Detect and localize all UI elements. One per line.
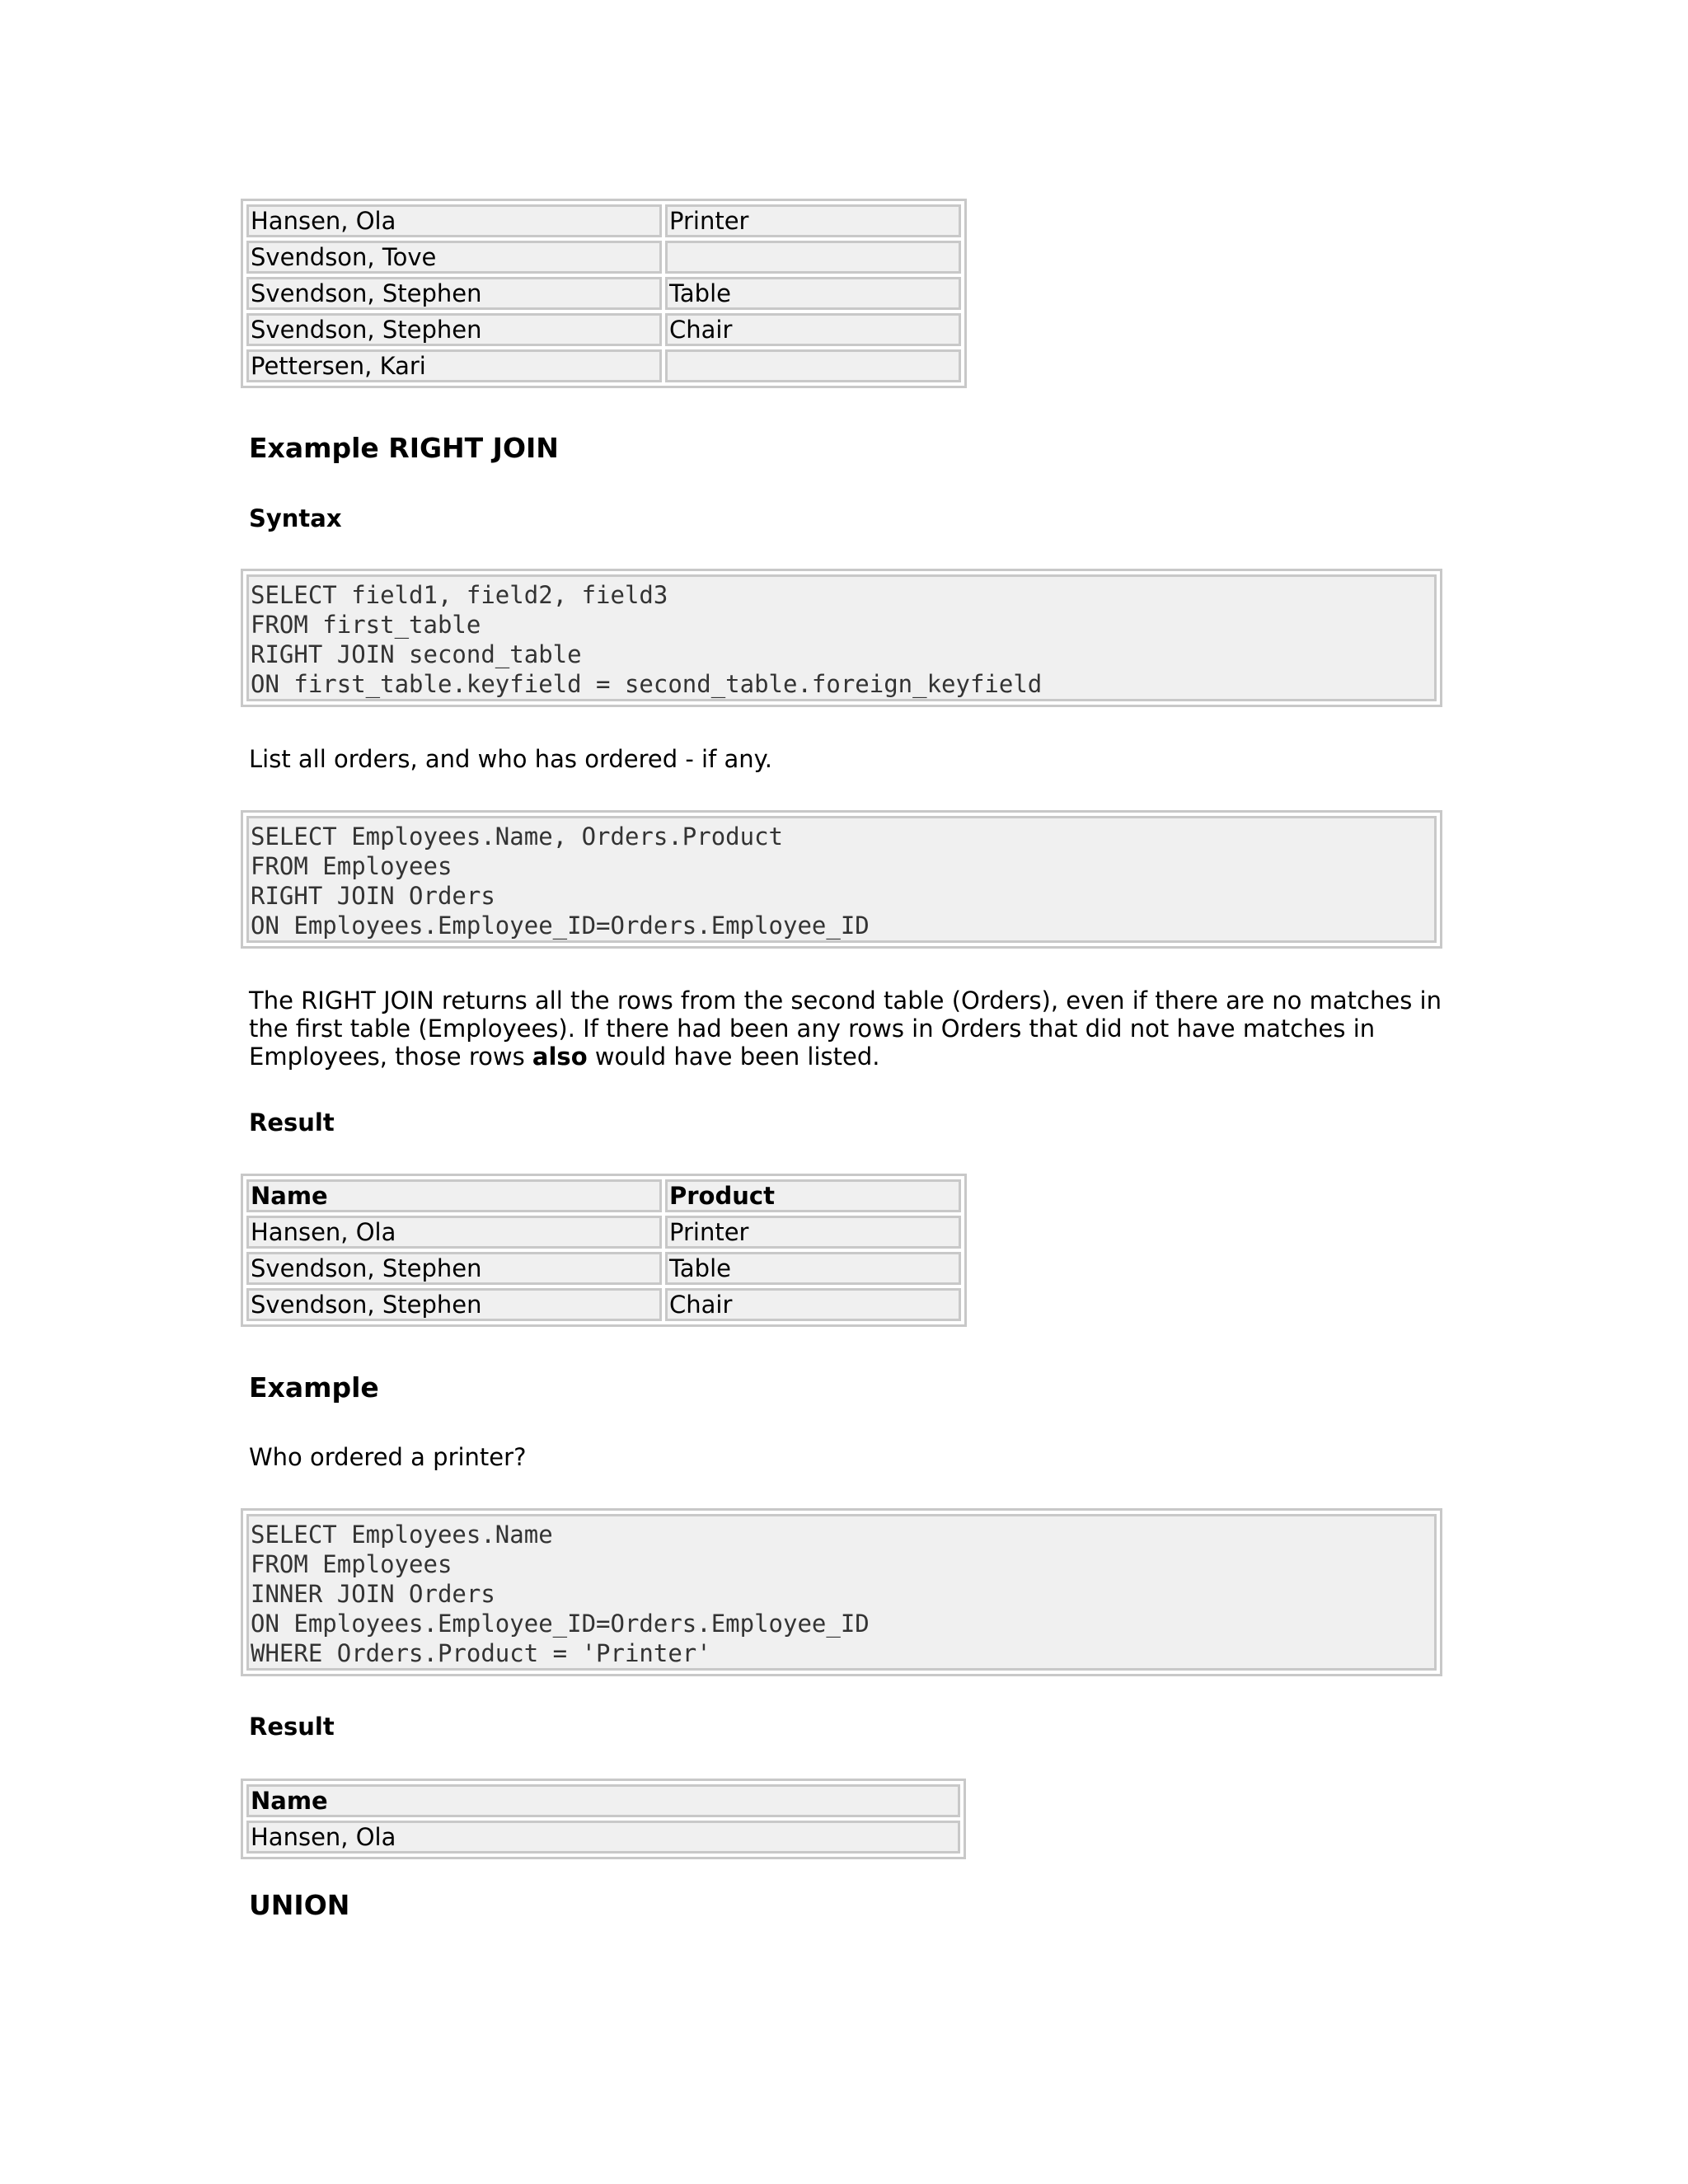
table-cell: Printer (665, 1216, 961, 1249)
example-result-label: Result (249, 1713, 335, 1741)
syntax-code: SELECT field1, field2, field3 FROM first_table RIGHT JOIN second_table ON first_table.keyfield = second_table.foreign_keyfield (246, 574, 1437, 701)
table-row (246, 277, 961, 310)
table-row (246, 349, 961, 382)
syntax-code-block (241, 569, 1442, 707)
intro-text: List all orders, and who has ordered - if any. (249, 745, 772, 773)
table-header-row (246, 1784, 960, 1817)
table-cell (665, 349, 961, 382)
explanation-text: would have been listed. (587, 1043, 880, 1071)
table-cell: Hansen, Ola (246, 1821, 960, 1854)
column-header-product: Product (665, 1179, 961, 1212)
table-header-row (246, 1179, 961, 1212)
example-result-table (241, 1779, 966, 1859)
column-header-name: Name (246, 1179, 662, 1212)
table-cell: Svendson, Stephen (246, 1252, 662, 1285)
table-cell: Svendson, Tove (246, 241, 662, 274)
right-join-query-code: SELECT Employees.Name, Orders.Product FROM Employees RIGHT JOIN Orders ON Employees.Employee_ID=Orders.Employee_ID (246, 816, 1437, 943)
table-cell (665, 241, 961, 274)
example-query-code: SELECT Employees.Name FROM Employees INNER JOIN Orders ON Employees.Employee_ID=Orders.Employee_ID WHERE Orders.Product = 'Printer' (246, 1514, 1437, 1671)
table-row (246, 313, 961, 346)
table-cell: Chair (665, 313, 961, 346)
table-cell: Pettersen, Kari (246, 349, 662, 382)
table-cell: Chair (665, 1288, 961, 1321)
table-cell: Hansen, Ola (246, 1216, 662, 1249)
table-row (246, 1216, 961, 1249)
right-join-query-block (241, 810, 1442, 949)
table-cell: Hansen, Ola (246, 204, 662, 237)
table-row (246, 1821, 960, 1854)
column-header-name: Name (246, 1784, 960, 1817)
example-query-block (241, 1508, 1442, 1676)
table-row (246, 1252, 961, 1285)
table-cell: Svendson, Stephen (246, 1288, 662, 1321)
explanation-text: The RIGHT JOIN returns all the rows from the second table (Orders), even if there are no matches in the first table (Employees). If there had been any rows in Orders that did not have matches in Employees, those rows (249, 987, 1442, 1071)
result-label: Result (249, 1108, 335, 1137)
section-heading-union: UNION (249, 1889, 350, 1921)
example-question: Who ordered a printer? (249, 1443, 527, 1471)
top-result-table (241, 199, 967, 388)
table-cell: Svendson, Stephen (246, 313, 662, 346)
explanation-bold: also (532, 1043, 588, 1071)
table-cell: Table (665, 277, 961, 310)
table-row (246, 204, 961, 237)
section-heading-example: Example (249, 1371, 379, 1404)
table-row (246, 1288, 961, 1321)
syntax-label: Syntax (249, 504, 342, 532)
table-row (246, 241, 961, 274)
explanation-paragraph (249, 987, 1452, 1071)
table-cell: Table (665, 1252, 961, 1285)
section-heading-right-join: Example RIGHT JOIN (249, 432, 559, 464)
table-cell: Printer (665, 204, 961, 237)
right-join-result-table (241, 1174, 967, 1327)
table-cell: Svendson, Stephen (246, 277, 662, 310)
